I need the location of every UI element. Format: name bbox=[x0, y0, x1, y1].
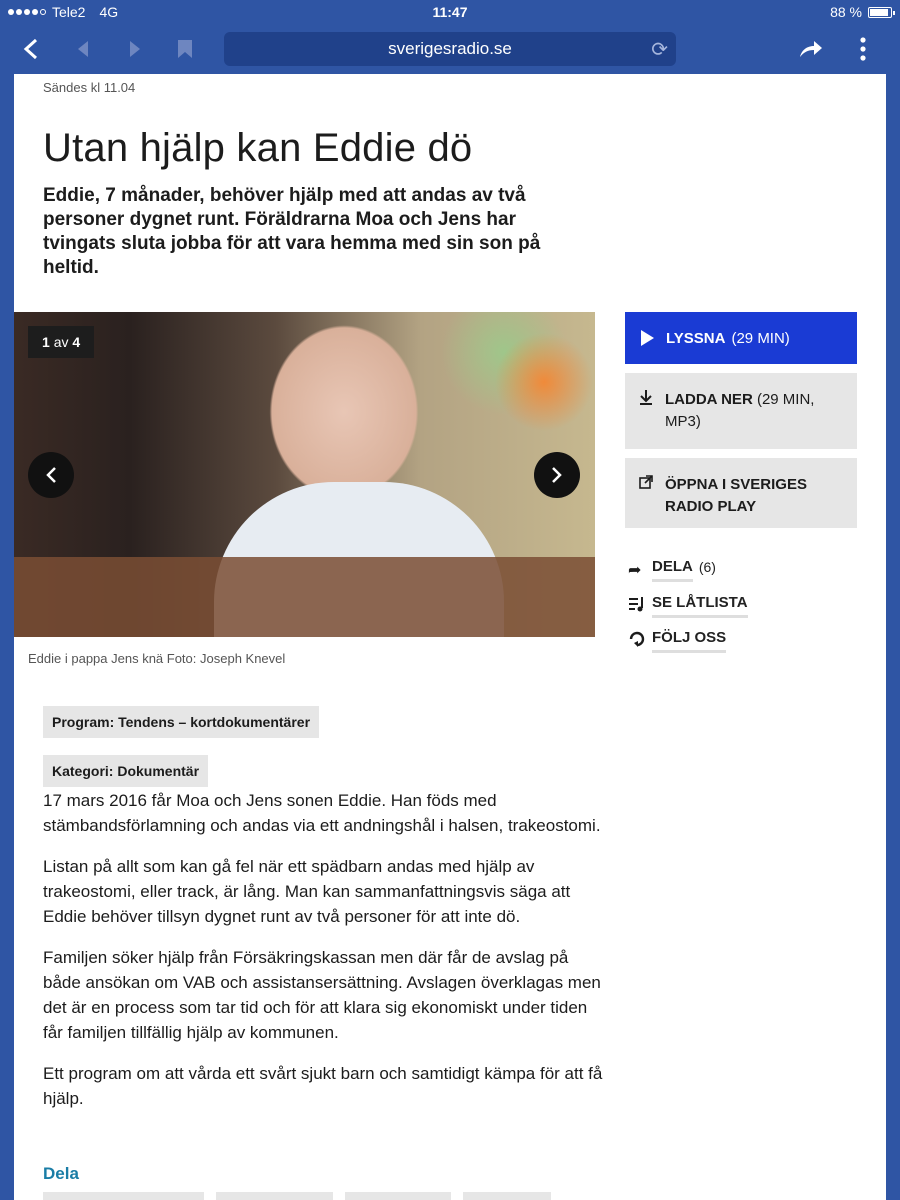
chevron-right-icon bbox=[551, 466, 563, 484]
share-button[interactable] bbox=[463, 1192, 551, 1200]
browser-toolbar bbox=[0, 24, 900, 74]
share-icon[interactable] bbox=[796, 34, 826, 64]
share-buttons-row bbox=[43, 1192, 551, 1200]
aired-time: Sändes kl 11.04 bbox=[43, 80, 136, 95]
forward-icon[interactable] bbox=[120, 34, 150, 64]
open-in-play-button[interactable] bbox=[625, 458, 857, 528]
carrier-name: Tele2 bbox=[52, 4, 86, 20]
paragraph: Familjen söker hjälp från Försäkringskassan men där får de avslag på både ansökan om VAB och assistansersättning. Avslagen överklagas men det är en process som tar tid och för att klara sig ekonomiskt under tiden får familjen tillfällig hjälp av kommunen. bbox=[43, 948, 601, 1042]
share-button[interactable] bbox=[43, 1192, 204, 1200]
gallery-next-button[interactable] bbox=[534, 452, 580, 498]
follow-label: FÖLJ OSS bbox=[652, 629, 726, 653]
article-page bbox=[14, 74, 886, 1200]
share-action-label: DELA bbox=[652, 558, 693, 582]
download-label: LADDA NER bbox=[665, 391, 753, 408]
download-icon bbox=[639, 389, 665, 449]
share-heading: Dela bbox=[43, 1164, 79, 1183]
gallery-image[interactable] bbox=[14, 312, 595, 637]
listen-label: LYSSNA bbox=[666, 329, 726, 347]
clock: 11:47 bbox=[432, 4, 468, 20]
battery-percent: 88 % bbox=[830, 4, 862, 20]
follow-action[interactable] bbox=[628, 629, 726, 653]
listen-duration: (29 MIN) bbox=[731, 329, 790, 347]
playlist-icon bbox=[628, 596, 652, 617]
share-count: (6) bbox=[698, 559, 716, 575]
paragraph: Listan på allt som kan gå fel när ett spädbarn andas med hjälp av trakeostomi, eller track, är lång. Man kan sammanfattningsvis säga att Eddie behöver tillsyn dygnet runt av två personer för att inte dö. bbox=[43, 857, 571, 926]
bookmark-icon[interactable] bbox=[170, 34, 200, 64]
more-icon[interactable] bbox=[848, 34, 878, 64]
gallery-total: 4 bbox=[72, 334, 81, 350]
share-button[interactable] bbox=[216, 1192, 333, 1200]
share-button[interactable] bbox=[345, 1192, 451, 1200]
follow-icon bbox=[628, 630, 652, 653]
gallery-prev-button[interactable] bbox=[28, 452, 74, 498]
gallery-of: av bbox=[53, 334, 69, 350]
article-lead: Eddie, 7 månader, behöver hjälp med att andas av två personer dygnet runt. Föräldrarna Moa och Jens har tvingats sluta jobba för att vara hemma med sin son på heltid. bbox=[43, 185, 541, 278]
program-tag[interactable]: Program: Tendens – kortdokumentärer bbox=[43, 706, 319, 738]
gallery-current: 1 bbox=[42, 334, 50, 350]
back-icon[interactable] bbox=[16, 34, 46, 64]
download-button[interactable] bbox=[625, 373, 857, 449]
reload-icon[interactable]: ⟳ bbox=[651, 39, 668, 61]
paragraph: Ett program om att vårda ett svårt sjukt barn och samtidigt kämpa för att få hjälp. bbox=[43, 1064, 603, 1108]
share-arrow-icon: ➦ bbox=[628, 562, 642, 579]
page-title: Utan hjälp kan Eddie dö bbox=[43, 126, 473, 170]
gallery-counter bbox=[28, 326, 94, 358]
status-bar bbox=[0, 0, 900, 24]
battery-icon bbox=[868, 7, 892, 18]
playlist-action[interactable] bbox=[628, 594, 748, 618]
article-body bbox=[43, 788, 603, 1127]
photo-detail-table bbox=[14, 557, 595, 637]
image-caption: Eddie i pappa Jens knä Foto: Joseph Knevel bbox=[28, 651, 286, 666]
category-tag[interactable]: Kategori: Dokumentär bbox=[43, 755, 208, 787]
battery-info bbox=[830, 4, 892, 20]
paragraph: 17 mars 2016 får Moa och Jens sonen Eddie. Han föds med stämbandsförlamning och andas via ett andningshål i halsen, trakeostomi. bbox=[43, 791, 601, 835]
download-meta: (29 MIN, MP3) bbox=[665, 391, 815, 430]
chevron-left-icon bbox=[45, 466, 57, 484]
listen-button[interactable] bbox=[625, 312, 857, 364]
playlist-label: SE LÅTLISTA bbox=[652, 594, 748, 618]
external-link-icon bbox=[639, 474, 665, 528]
share-action[interactable] bbox=[628, 558, 716, 582]
prev-icon[interactable] bbox=[68, 34, 98, 64]
url-text: sverigesradio.se bbox=[388, 39, 512, 58]
url-bar[interactable] bbox=[224, 32, 676, 66]
open-in-play-label: ÖPPNA I SVERIGES RADIO PLAY bbox=[665, 476, 807, 515]
play-icon bbox=[641, 330, 654, 346]
network-type: 4G bbox=[99, 4, 119, 20]
